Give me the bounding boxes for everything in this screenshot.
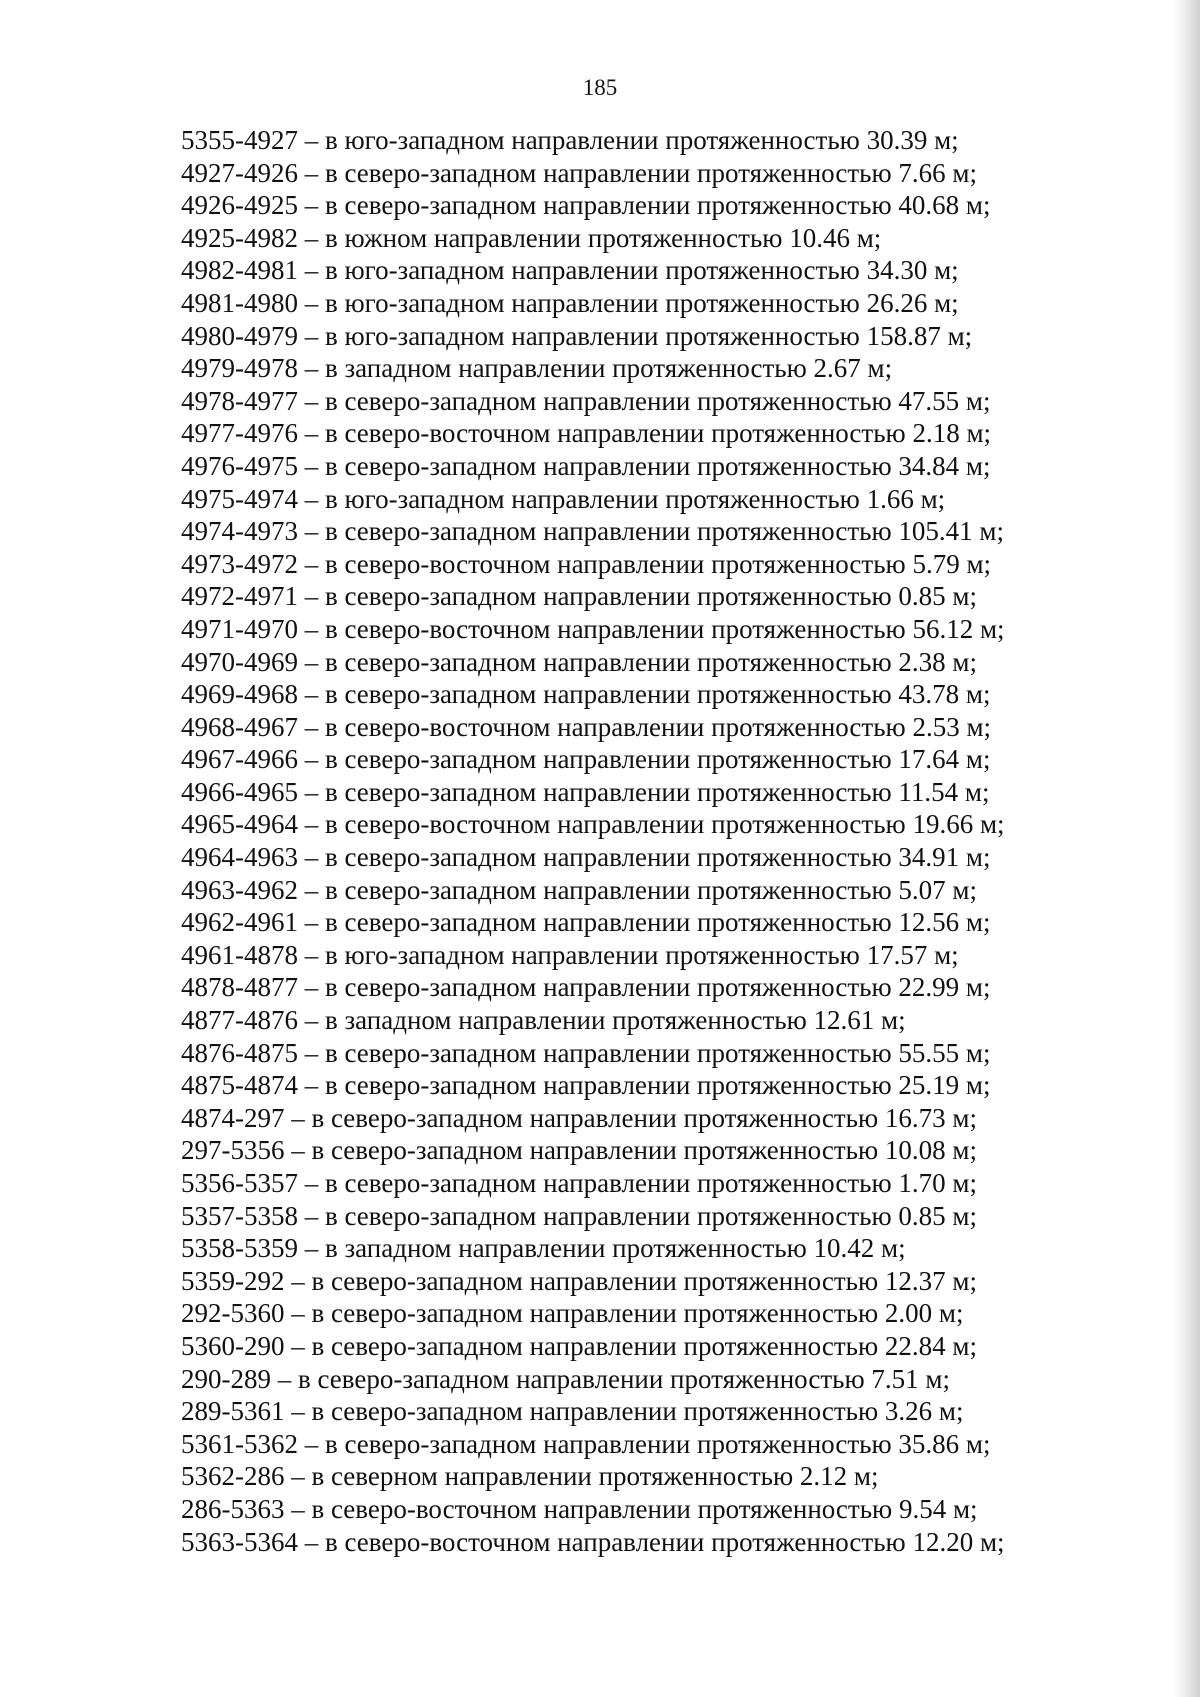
scan-edge-shadow	[1172, 0, 1200, 1697]
boundary-segment-line: 5357-5358 – в северо-западном направлении протяженностью 0.85 м;	[181, 1200, 977, 1231]
boundary-segment-line: 286-5363 – в северо-восточном направлении протяженностью 9.54 м;	[181, 1493, 978, 1524]
boundary-segment-line: 4876-4875 – в северо-западном направлении протяженностью 55.55 м;	[181, 1037, 991, 1068]
boundary-segment-line: 297-5356 – в северо-западном направлении протяженностью 10.08 м;	[181, 1135, 977, 1166]
boundary-segment-list	[181, 124, 1081, 1558]
boundary-segment-line: 5359-292 – в северо-западном направлении протяженностью 12.37 м;	[181, 1265, 977, 1296]
boundary-segment-line: 4980-4979 – в юго-западном направлении протяженностью 158.87 м;	[181, 320, 973, 351]
boundary-segment-line: 5363-5364 – в северо-восточном направлении протяженностью 12.20 м;	[181, 1526, 1005, 1557]
boundary-segment-line: 4968-4967 – в северо-восточном направлении протяженностью 2.53 м;	[181, 711, 992, 742]
boundary-segment-line: 4970-4969 – в северо-западном направлении протяженностью 2.38 м;	[181, 646, 977, 677]
boundary-segment-line: 4976-4975 – в северо-западном направлении протяженностью 34.84 м;	[181, 450, 991, 481]
boundary-segment-line: 5362-286 – в северном направлении протяженностью 2.12 м;	[181, 1461, 879, 1492]
boundary-segment-line: 4875-4874 – в северо-западном направлении протяженностью 25.19 м;	[181, 1070, 991, 1101]
boundary-segment-line: 5360-290 – в северо-западном направлении протяженностью 22.84 м;	[181, 1330, 977, 1361]
boundary-segment-line: 4969-4968 – в северо-западном направлении протяженностью 43.78 м;	[181, 679, 991, 710]
boundary-segment-line: 4966-4965 – в северо-западном направлении протяженностью 11.54 м;	[181, 776, 990, 807]
boundary-segment-line: 4961-4878 – в юго-западном направлении протяженностью 17.57 м;	[181, 939, 959, 970]
boundary-segment-line: 4963-4962 – в северо-западном направлении протяженностью 5.07 м;	[181, 874, 977, 905]
boundary-segment-line: 4981-4980 – в юго-западном направлении протяженностью 26.26 м;	[181, 287, 959, 318]
boundary-segment-line: 4926-4925 – в северо-западном направлении протяженностью 40.68 м;	[181, 190, 991, 221]
boundary-segment-line: 4965-4964 – в северо-восточном направлении протяженностью 19.66 м;	[181, 809, 1005, 840]
boundary-segment-line: 4977-4976 – в северо-восточном направлении протяженностью 2.18 м;	[181, 418, 992, 449]
boundary-segment-line: 290-289 – в северо-западном направлении протяженностью 7.51 м;	[181, 1363, 950, 1394]
boundary-segment-line: 5361-5362 – в северо-западном направлении протяженностью 35.86 м;	[181, 1428, 991, 1459]
boundary-segment-line: 289-5361 – в северо-западном направлении протяженностью 3.26 м;	[181, 1396, 964, 1427]
boundary-segment-line: 4974-4973 – в северо-западном направлении протяженностью 105.41 м;	[181, 516, 1004, 547]
boundary-segment-line: 5356-5357 – в северо-западном направлении протяженностью 1.70 м;	[181, 1168, 977, 1198]
boundary-segment-line: 4878-4877 – в северо-западном направлении протяженностью 22.99 м;	[181, 972, 991, 1003]
boundary-segment-line: 5355-4927 – в юго-западном направлении протяженностью 30.39 м;	[181, 125, 959, 155]
boundary-segment-line: 4972-4971 – в северо-западном направлении протяженностью 0.85 м;	[181, 581, 977, 612]
boundary-segment-line: 4925-4982 – в южном направлении протяженностью 10.46 м;	[181, 222, 882, 253]
page-number: 185	[582, 75, 618, 100]
boundary-segment-line: 4927-4926 – в северо-западном направлении протяженностью 7.66 м;	[181, 157, 977, 188]
boundary-segment-line: 292-5360 – в северо-западном направлении протяженностью 2.00 м;	[181, 1298, 964, 1329]
boundary-segment-line: 4962-4961 – в северо-западном направлении протяженностью 12.56 м;	[181, 907, 991, 938]
boundary-segment-line: 4978-4977 – в северо-западном направлении протяженностью 47.55 м;	[181, 385, 991, 416]
boundary-segment-line: 4964-4963 – в северо-западном направлении протяженностью 34.91 м;	[181, 842, 991, 873]
boundary-segment-line: 4979-4978 – в западном направлении протяженностью 2.67 м;	[181, 353, 893, 384]
boundary-segment-line: 4874-297 – в северо-западном направлении протяженностью 16.73 м;	[181, 1102, 977, 1133]
boundary-segment-line: 4982-4981 – в юго-западном направлении протяженностью 34.30 м;	[181, 255, 959, 286]
boundary-segment-line: 4971-4970 – в северо-восточном направлении протяженностью 56.12 м;	[181, 613, 1005, 644]
boundary-segment-line: 4877-4876 – в западном направлении протяженностью 12.61 м;	[181, 1005, 906, 1036]
boundary-segment-line: 4967-4966 – в северо-западном направлении протяженностью 17.64 м;	[181, 744, 991, 775]
boundary-segment-line: 5358-5359 – в западном направлении протяженностью 10.42 м;	[181, 1233, 906, 1264]
boundary-segment-line: 4973-4972 – в северо-восточном направлении протяженностью 5.79 м;	[181, 548, 992, 579]
boundary-segment-line: 4975-4974 – в юго-западном направлении протяженностью 1.66 м;	[181, 483, 946, 514]
